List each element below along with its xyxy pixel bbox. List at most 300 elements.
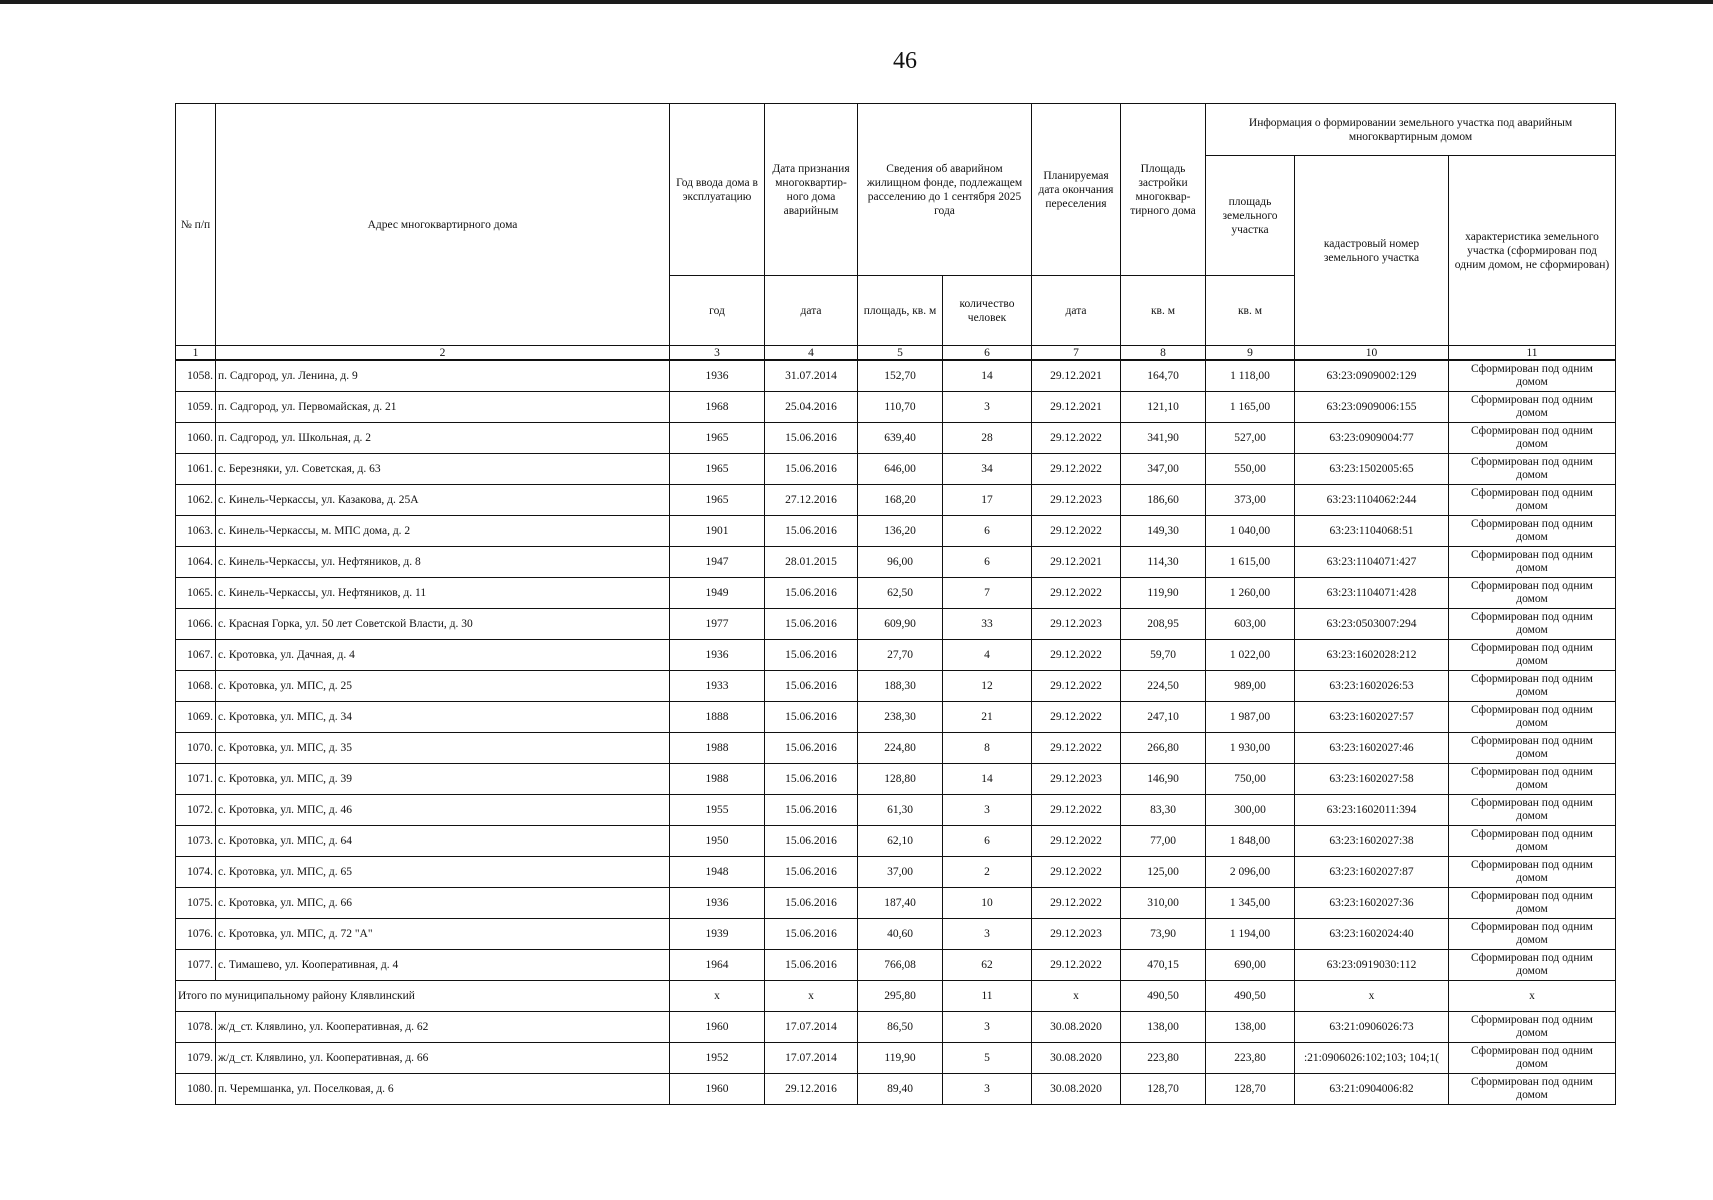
table-row bbox=[176, 360, 1616, 392]
row-recognition-date: 15.06.2016 bbox=[765, 764, 858, 795]
row-land-area: 1 165,00 bbox=[1206, 392, 1295, 423]
row-recognition-date: 25.04.2016 bbox=[765, 392, 858, 423]
row-year: 1955 bbox=[670, 795, 765, 826]
row-year: 1936 bbox=[670, 640, 765, 671]
column-number: 10 bbox=[1295, 346, 1449, 361]
row-characteristic-line1: Сформирован под одним bbox=[1471, 673, 1593, 685]
unit-area: площадь, кв. м bbox=[858, 276, 943, 346]
row-people: 6 bbox=[943, 826, 1032, 857]
table-row bbox=[176, 1074, 1616, 1105]
row-characteristic bbox=[1449, 671, 1616, 702]
row-planned-date: 29.12.2022 bbox=[1032, 733, 1121, 764]
row-recognition-date: 31.07.2014 bbox=[765, 360, 858, 392]
row-recognition-date: 17.07.2014 bbox=[765, 1043, 858, 1074]
row-people: 8 bbox=[943, 733, 1032, 764]
row-area: 152,70 bbox=[858, 360, 943, 392]
row-recognition-date: 28.01.2015 bbox=[765, 547, 858, 578]
housing-register-table bbox=[175, 103, 1616, 1105]
row-building-area: 77,00 bbox=[1121, 826, 1206, 857]
row-characteristic-line1: Сформирован под одним bbox=[1471, 704, 1593, 716]
row-recognition-date: 17.07.2014 bbox=[765, 1012, 858, 1043]
row-planned-date: 30.08.2020 bbox=[1032, 1074, 1121, 1105]
row-area: 62,10 bbox=[858, 826, 943, 857]
row-year: 1936 bbox=[670, 888, 765, 919]
row-recognition-date: 29.12.2016 bbox=[765, 1074, 858, 1105]
row-building-area: 149,30 bbox=[1121, 516, 1206, 547]
table-row bbox=[176, 454, 1616, 485]
table-row bbox=[176, 764, 1616, 795]
header-no: № п/п bbox=[176, 104, 216, 346]
row-people: 62 bbox=[943, 950, 1032, 981]
row-number: 1059. bbox=[176, 392, 216, 423]
row-building-area: 266,80 bbox=[1121, 733, 1206, 764]
row-number: 1069. bbox=[176, 702, 216, 733]
row-address: с. Кинель-Черкассы, ул. Нефтяников, д. 8 bbox=[216, 547, 670, 578]
row-number: 1058. bbox=[176, 360, 216, 392]
column-number: 5 bbox=[858, 346, 943, 361]
row-cadastral: 63:23:1602026:53 bbox=[1295, 671, 1449, 702]
row-area: 96,00 bbox=[858, 547, 943, 578]
row-address: с. Красная Горка, ул. 50 лет Советской Власти, д. 30 bbox=[216, 609, 670, 640]
total-land-area: 490,50 bbox=[1206, 981, 1295, 1012]
row-characteristic-line2: домом bbox=[1516, 562, 1548, 574]
row-area: 238,30 bbox=[858, 702, 943, 733]
row-recognition-date: 15.06.2016 bbox=[765, 826, 858, 857]
row-area: 27,70 bbox=[858, 640, 943, 671]
row-year: 1965 bbox=[670, 423, 765, 454]
row-people: 6 bbox=[943, 547, 1032, 578]
row-building-area: 125,00 bbox=[1121, 857, 1206, 888]
row-cadastral: 63:23:0909006:155 bbox=[1295, 392, 1449, 423]
row-characteristic-line1: Сформирован под одним bbox=[1471, 828, 1593, 840]
row-characteristic-line1: Сформирован под одним bbox=[1471, 735, 1593, 747]
row-characteristic bbox=[1449, 1012, 1616, 1043]
row-address: ж/д_ст. Клявлино, ул. Кооперативная, д. 62 bbox=[216, 1012, 670, 1043]
row-land-area: 989,00 bbox=[1206, 671, 1295, 702]
column-number: 3 bbox=[670, 346, 765, 361]
row-year: 1933 bbox=[670, 671, 765, 702]
row-characteristic bbox=[1449, 733, 1616, 764]
row-characteristic-line2: домом bbox=[1516, 841, 1548, 853]
row-planned-date: 29.12.2023 bbox=[1032, 764, 1121, 795]
row-address: с. Кротовка, ул. МПС, д. 34 bbox=[216, 702, 670, 733]
row-area: 62,50 bbox=[858, 578, 943, 609]
row-planned-date: 29.12.2022 bbox=[1032, 671, 1121, 702]
header-emergency-fund: Сведения об аварийном жилищном фонде, подлежащем расселению до 1 сентября 2025 года bbox=[858, 104, 1032, 276]
row-area: 37,00 bbox=[858, 857, 943, 888]
row-area: 639,40 bbox=[858, 423, 943, 454]
row-number: 1067. bbox=[176, 640, 216, 671]
row-building-area: 341,90 bbox=[1121, 423, 1206, 454]
row-people: 14 bbox=[943, 764, 1032, 795]
header-cadastral: кадастровый номер земельного участка bbox=[1295, 156, 1449, 346]
row-land-area: 1 615,00 bbox=[1206, 547, 1295, 578]
row-characteristic bbox=[1449, 826, 1616, 857]
row-address: с. Кротовка, ул. МПС, д. 46 bbox=[216, 795, 670, 826]
row-building-area: 164,70 bbox=[1121, 360, 1206, 392]
row-land-area: 300,00 bbox=[1206, 795, 1295, 826]
row-land-area: 1 930,00 bbox=[1206, 733, 1295, 764]
row-cadastral: 63:21:0906026:73 bbox=[1295, 1012, 1449, 1043]
row-planned-date: 29.12.2022 bbox=[1032, 857, 1121, 888]
row-year: 1965 bbox=[670, 485, 765, 516]
header-land-area: площадь земельного участка bbox=[1206, 156, 1295, 276]
row-characteristic-line1: Сформирован под одним bbox=[1471, 1076, 1593, 1088]
row-characteristic-line1: Сформирован под одним bbox=[1471, 766, 1593, 778]
row-recognition-date: 15.06.2016 bbox=[765, 516, 858, 547]
row-planned-date: 29.12.2022 bbox=[1032, 578, 1121, 609]
row-characteristic-line2: домом bbox=[1516, 376, 1548, 388]
row-characteristic bbox=[1449, 392, 1616, 423]
unit-year: год bbox=[670, 276, 765, 346]
row-characteristic bbox=[1449, 360, 1616, 392]
row-characteristic-line2: домом bbox=[1516, 779, 1548, 791]
row-address: п. Черемшанка, ул. Поселковая, д. 6 bbox=[216, 1074, 670, 1105]
column-number: 4 bbox=[765, 346, 858, 361]
row-year: 1968 bbox=[670, 392, 765, 423]
row-address: с. Кротовка, ул. Дачная, д. 4 bbox=[216, 640, 670, 671]
row-address: с. Тимашево, ул. Кооперативная, д. 4 bbox=[216, 950, 670, 981]
row-people: 34 bbox=[943, 454, 1032, 485]
row-cadastral: 63:23:0503007:294 bbox=[1295, 609, 1449, 640]
row-address: с. Кротовка, ул. МПС, д. 25 bbox=[216, 671, 670, 702]
row-number: 1080. bbox=[176, 1074, 216, 1105]
row-land-area: 527,00 bbox=[1206, 423, 1295, 454]
row-land-area: 1 022,00 bbox=[1206, 640, 1295, 671]
row-address: с. Кротовка, ул. МПС, д. 65 bbox=[216, 857, 670, 888]
total-date: x bbox=[765, 981, 858, 1012]
column-number: 8 bbox=[1121, 346, 1206, 361]
row-recognition-date: 15.06.2016 bbox=[765, 857, 858, 888]
row-planned-date: 29.12.2022 bbox=[1032, 516, 1121, 547]
row-building-area: 146,90 bbox=[1121, 764, 1206, 795]
row-cadastral: 63:23:0909002:129 bbox=[1295, 360, 1449, 392]
row-characteristic bbox=[1449, 795, 1616, 826]
table-body bbox=[176, 360, 1616, 1105]
table-row bbox=[176, 888, 1616, 919]
row-land-area: 373,00 bbox=[1206, 485, 1295, 516]
row-address: п. Садгород, ул. Ленина, д. 9 bbox=[216, 360, 670, 392]
row-recognition-date: 15.06.2016 bbox=[765, 888, 858, 919]
row-characteristic-line1: Сформирован под одним bbox=[1471, 611, 1593, 623]
row-planned-date: 29.12.2023 bbox=[1032, 919, 1121, 950]
row-cadastral: 63:23:1602027:57 bbox=[1295, 702, 1449, 733]
row-address: с. Кротовка, ул. МПС, д. 39 bbox=[216, 764, 670, 795]
table-row bbox=[176, 423, 1616, 454]
row-characteristic-line1: Сформирован под одним bbox=[1471, 363, 1593, 375]
unit-building-area: кв. м bbox=[1121, 276, 1206, 346]
row-building-area: 247,10 bbox=[1121, 702, 1206, 733]
table-row bbox=[176, 516, 1616, 547]
row-recognition-date: 15.06.2016 bbox=[765, 919, 858, 950]
total-label: Итого по муниципальному району Клявлинский bbox=[176, 981, 670, 1012]
header-year: Год ввода дома в эксплуатацию bbox=[670, 104, 765, 276]
row-cadastral: 63:23:1104062:244 bbox=[1295, 485, 1449, 516]
row-cadastral: 63:23:1602011:394 bbox=[1295, 795, 1449, 826]
row-building-area: 119,90 bbox=[1121, 578, 1206, 609]
row-number: 1062. bbox=[176, 485, 216, 516]
row-year: 1960 bbox=[670, 1074, 765, 1105]
row-building-area: 186,60 bbox=[1121, 485, 1206, 516]
row-year: 1950 bbox=[670, 826, 765, 857]
row-address: с. Кинель-Черкассы, ул. Нефтяников, д. 11 bbox=[216, 578, 670, 609]
row-year: 1948 bbox=[670, 857, 765, 888]
total-area: 295,80 bbox=[858, 981, 943, 1012]
row-number: 1077. bbox=[176, 950, 216, 981]
row-address: ж/д_ст. Клявлино, ул. Кооперативная, д. 66 bbox=[216, 1043, 670, 1074]
row-year: 1960 bbox=[670, 1012, 765, 1043]
total-row bbox=[176, 981, 1616, 1012]
row-planned-date: 29.12.2022 bbox=[1032, 423, 1121, 454]
table-row bbox=[176, 826, 1616, 857]
total-cadastral: x bbox=[1295, 981, 1449, 1012]
row-number: 1060. bbox=[176, 423, 216, 454]
row-land-area: 550,00 bbox=[1206, 454, 1295, 485]
row-characteristic bbox=[1449, 702, 1616, 733]
column-number: 11 bbox=[1449, 346, 1616, 361]
row-characteristic-line2: домом bbox=[1516, 500, 1548, 512]
row-characteristic-line2: домом bbox=[1516, 748, 1548, 760]
row-area: 187,40 bbox=[858, 888, 943, 919]
row-characteristic-line2: домом bbox=[1516, 1089, 1548, 1101]
table-row bbox=[176, 857, 1616, 888]
row-land-area: 1 118,00 bbox=[1206, 360, 1295, 392]
row-characteristic-line2: домом bbox=[1516, 903, 1548, 915]
row-building-area: 310,00 bbox=[1121, 888, 1206, 919]
row-building-area: 114,30 bbox=[1121, 547, 1206, 578]
row-year: 1988 bbox=[670, 764, 765, 795]
row-people: 3 bbox=[943, 1012, 1032, 1043]
row-area: 609,90 bbox=[858, 609, 943, 640]
header-land-info: Информация о формировании земельного участка под аварийным многоквартирным домом bbox=[1206, 104, 1616, 156]
row-building-area: 73,90 bbox=[1121, 919, 1206, 950]
row-characteristic bbox=[1449, 485, 1616, 516]
row-characteristic-line1: Сформирован под одним bbox=[1471, 518, 1593, 530]
row-address: п. Садгород, ул. Первомайская, д. 21 bbox=[216, 392, 670, 423]
row-area: 224,80 bbox=[858, 733, 943, 764]
unit-date: дата bbox=[765, 276, 858, 346]
row-cadastral: 63:23:0919030:112 bbox=[1295, 950, 1449, 981]
row-recognition-date: 15.06.2016 bbox=[765, 702, 858, 733]
row-characteristic-line2: домом bbox=[1516, 624, 1548, 636]
row-area: 89,40 bbox=[858, 1074, 943, 1105]
row-characteristic bbox=[1449, 888, 1616, 919]
row-land-area: 138,00 bbox=[1206, 1012, 1295, 1043]
row-year: 1964 bbox=[670, 950, 765, 981]
row-number: 1079. bbox=[176, 1043, 216, 1074]
page-number: 46 bbox=[893, 48, 917, 74]
row-characteristic-line2: домом bbox=[1516, 965, 1548, 977]
row-planned-date: 29.12.2023 bbox=[1032, 609, 1121, 640]
row-building-area: 59,70 bbox=[1121, 640, 1206, 671]
row-recognition-date: 15.06.2016 bbox=[765, 578, 858, 609]
table-row bbox=[176, 640, 1616, 671]
table-row bbox=[176, 671, 1616, 702]
row-number: 1065. bbox=[176, 578, 216, 609]
row-people: 10 bbox=[943, 888, 1032, 919]
row-characteristic bbox=[1449, 609, 1616, 640]
row-people: 33 bbox=[943, 609, 1032, 640]
row-year: 1936 bbox=[670, 360, 765, 392]
column-number: 1 bbox=[176, 346, 216, 361]
row-cadastral: 63:23:0909004:77 bbox=[1295, 423, 1449, 454]
row-land-area: 1 848,00 bbox=[1206, 826, 1295, 857]
row-land-area: 603,00 bbox=[1206, 609, 1295, 640]
row-building-area: 138,00 bbox=[1121, 1012, 1206, 1043]
row-characteristic-line1: Сформирован под одним bbox=[1471, 952, 1593, 964]
column-number: 9 bbox=[1206, 346, 1295, 361]
row-people: 3 bbox=[943, 392, 1032, 423]
row-number: 1078. bbox=[176, 1012, 216, 1043]
row-year: 1939 bbox=[670, 919, 765, 950]
row-characteristic-line1: Сформирован под одним bbox=[1471, 425, 1593, 437]
row-recognition-date: 15.06.2016 bbox=[765, 671, 858, 702]
row-characteristic-line2: домом bbox=[1516, 717, 1548, 729]
row-characteristic-line1: Сформирован под одним bbox=[1471, 797, 1593, 809]
column-number: 2 bbox=[216, 346, 670, 361]
row-recognition-date: 15.06.2016 bbox=[765, 640, 858, 671]
row-people: 6 bbox=[943, 516, 1032, 547]
row-land-area: 750,00 bbox=[1206, 764, 1295, 795]
table-row bbox=[176, 547, 1616, 578]
row-cadastral: 63:23:1602027:58 bbox=[1295, 764, 1449, 795]
row-building-area: 223,80 bbox=[1121, 1043, 1206, 1074]
row-planned-date: 29.12.2022 bbox=[1032, 454, 1121, 485]
table-row bbox=[176, 733, 1616, 764]
row-number: 1066. bbox=[176, 609, 216, 640]
row-cadastral: 63:23:1104071:427 bbox=[1295, 547, 1449, 578]
row-cadastral: 63:23:1602027:46 bbox=[1295, 733, 1449, 764]
row-planned-date: 29.12.2022 bbox=[1032, 888, 1121, 919]
row-people: 3 bbox=[943, 1074, 1032, 1105]
row-land-area: 1 987,00 bbox=[1206, 702, 1295, 733]
table-row bbox=[176, 795, 1616, 826]
row-number: 1068. bbox=[176, 671, 216, 702]
row-characteristic bbox=[1449, 547, 1616, 578]
row-people: 7 bbox=[943, 578, 1032, 609]
row-characteristic bbox=[1449, 640, 1616, 671]
row-characteristic-line1: Сформирован под одним bbox=[1471, 1045, 1593, 1057]
row-year: 1988 bbox=[670, 733, 765, 764]
row-planned-date: 29.12.2022 bbox=[1032, 950, 1121, 981]
row-cadastral: 63:23:1602024:40 bbox=[1295, 919, 1449, 950]
row-number: 1070. bbox=[176, 733, 216, 764]
row-building-area: 347,00 bbox=[1121, 454, 1206, 485]
row-building-area: 121,10 bbox=[1121, 392, 1206, 423]
row-cadastral: 63:23:1602027:36 bbox=[1295, 888, 1449, 919]
row-land-area: 1 040,00 bbox=[1206, 516, 1295, 547]
row-area: 168,20 bbox=[858, 485, 943, 516]
row-address: с. Кинель-Черкассы, ул. Казакова, д. 25А bbox=[216, 485, 670, 516]
table-row bbox=[176, 578, 1616, 609]
row-area: 188,30 bbox=[858, 671, 943, 702]
row-cadastral: 63:23:1104071:428 bbox=[1295, 578, 1449, 609]
row-characteristic-line1: Сформирован под одним bbox=[1471, 921, 1593, 933]
row-characteristic-line2: домом bbox=[1516, 407, 1548, 419]
row-address: с. Кротовка, ул. МПС, д. 66 bbox=[216, 888, 670, 919]
column-number: 6 bbox=[943, 346, 1032, 361]
total-planned: x bbox=[1032, 981, 1121, 1012]
row-year: 1952 bbox=[670, 1043, 765, 1074]
row-people: 28 bbox=[943, 423, 1032, 454]
row-people: 4 bbox=[943, 640, 1032, 671]
page-top-border bbox=[0, 0, 1713, 4]
row-number: 1072. bbox=[176, 795, 216, 826]
row-number: 1075. bbox=[176, 888, 216, 919]
row-cadastral: 63:23:1104068:51 bbox=[1295, 516, 1449, 547]
row-area: 119,90 bbox=[858, 1043, 943, 1074]
row-people: 3 bbox=[943, 795, 1032, 826]
row-characteristic-line1: Сформирован под одним bbox=[1471, 1014, 1593, 1026]
row-characteristic-line1: Сформирован под одним bbox=[1471, 456, 1593, 468]
row-number: 1061. bbox=[176, 454, 216, 485]
table-row bbox=[176, 702, 1616, 733]
row-number: 1073. bbox=[176, 826, 216, 857]
table-row bbox=[176, 485, 1616, 516]
row-characteristic-line2: домом bbox=[1516, 593, 1548, 605]
row-number: 1063. bbox=[176, 516, 216, 547]
row-characteristic bbox=[1449, 950, 1616, 981]
row-people: 17 bbox=[943, 485, 1032, 516]
row-cadastral: 63:21:0904006:82 bbox=[1295, 1074, 1449, 1105]
row-recognition-date: 15.06.2016 bbox=[765, 609, 858, 640]
row-area: 110,70 bbox=[858, 392, 943, 423]
row-characteristic-line1: Сформирован под одним bbox=[1471, 487, 1593, 499]
row-address: п. Садгород, ул. Школьная, д. 2 bbox=[216, 423, 670, 454]
total-building-area: 490,50 bbox=[1121, 981, 1206, 1012]
table-row bbox=[176, 950, 1616, 981]
row-characteristic-line1: Сформирован под одним bbox=[1471, 394, 1593, 406]
table-row bbox=[176, 919, 1616, 950]
row-characteristic-line2: домом bbox=[1516, 438, 1548, 450]
row-building-area: 224,50 bbox=[1121, 671, 1206, 702]
row-characteristic-line2: домом bbox=[1516, 1027, 1548, 1039]
row-year: 1977 bbox=[670, 609, 765, 640]
row-land-area: 1 194,00 bbox=[1206, 919, 1295, 950]
row-building-area: 208,95 bbox=[1121, 609, 1206, 640]
row-cadastral: 63:23:1602028:212 bbox=[1295, 640, 1449, 671]
row-recognition-date: 15.06.2016 bbox=[765, 423, 858, 454]
row-characteristic-line2: домом bbox=[1516, 686, 1548, 698]
row-building-area: 128,70 bbox=[1121, 1074, 1206, 1105]
row-characteristic bbox=[1449, 578, 1616, 609]
row-year: 1965 bbox=[670, 454, 765, 485]
total-year: x bbox=[670, 981, 765, 1012]
row-address: с. Кинель-Черкассы, м. МПС дома, д. 2 bbox=[216, 516, 670, 547]
row-characteristic-line2: домом bbox=[1516, 934, 1548, 946]
row-land-area: 2 096,00 bbox=[1206, 857, 1295, 888]
row-people: 21 bbox=[943, 702, 1032, 733]
row-planned-date: 29.12.2023 bbox=[1032, 485, 1121, 516]
row-characteristic-line1: Сформирован под одним bbox=[1471, 890, 1593, 902]
row-area: 61,30 bbox=[858, 795, 943, 826]
row-cadastral: 63:23:1502005:65 bbox=[1295, 454, 1449, 485]
row-cadastral: :21:0906026:102;103; 104;1( bbox=[1295, 1043, 1449, 1074]
row-characteristic-line1: Сформирован под одним bbox=[1471, 549, 1593, 561]
row-characteristic-line1: Сформирован под одним bbox=[1471, 859, 1593, 871]
row-area: 128,80 bbox=[858, 764, 943, 795]
row-characteristic-line2: домом bbox=[1516, 810, 1548, 822]
table-row bbox=[176, 609, 1616, 640]
row-planned-date: 29.12.2021 bbox=[1032, 392, 1121, 423]
row-year: 1947 bbox=[670, 547, 765, 578]
row-area: 136,20 bbox=[858, 516, 943, 547]
column-number-row bbox=[176, 346, 1616, 361]
row-address: с. Кротовка, ул. МПС, д. 72 "А" bbox=[216, 919, 670, 950]
row-characteristic-line2: домом bbox=[1516, 655, 1548, 667]
row-characteristic bbox=[1449, 1043, 1616, 1074]
row-recognition-date: 15.06.2016 bbox=[765, 733, 858, 764]
